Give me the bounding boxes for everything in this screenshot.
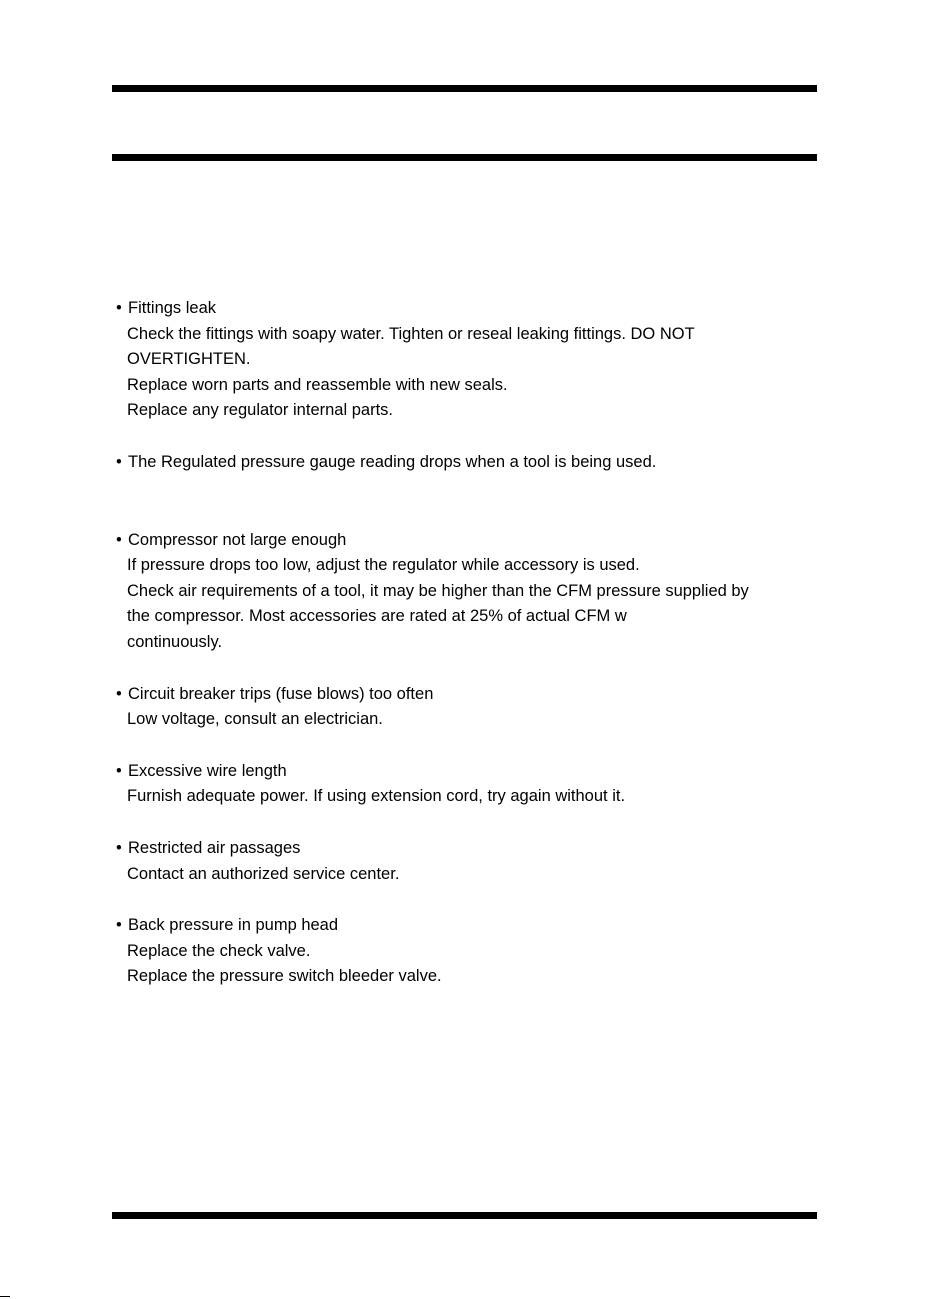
item-heading: • Fittings leak: [116, 296, 896, 322]
item-detail: Furnish adequate power. If using extension cord, try again without it.: [127, 787, 626, 806]
bullet-icon: •: [116, 530, 122, 549]
item-heading: • Restricted air passages: [116, 836, 896, 862]
bullet-icon: •: [116, 299, 122, 317]
item-heading: • Compressor not large enough: [116, 528, 896, 554]
troubleshooting-content: [116, 296, 896, 990]
spacer: [116, 810, 896, 836]
bullet-icon: •: [116, 838, 122, 857]
item-detail: If pressure drops too low, adjust the regulator while accessory is used.: [127, 556, 640, 575]
spacer: [116, 424, 896, 450]
section-back-pressure: [116, 913, 896, 990]
item-detail: Replace worn parts and reassemble with new seals.: [127, 375, 508, 394]
bullet-icon: •: [116, 452, 122, 471]
footer-rule: [112, 1212, 817, 1219]
header-rule-bottom: [112, 154, 817, 161]
section-fittings-leak: [116, 296, 896, 424]
item-detail: Check the fittings with soapy water. Tighten or reseal leaking fittings. DO NOT: [127, 324, 695, 343]
item-detail: Replace the check valve.: [127, 941, 311, 960]
item-heading: • Circuit breaker trips (fuse blows) too often: [116, 682, 896, 708]
item-heading: • Excessive wire length: [116, 759, 896, 785]
item-detail: Check air requirements of a tool, it may be higher than the CFM pressure supplied by: [127, 581, 749, 600]
section-circuit-breaker: [116, 682, 896, 733]
bullet-icon: •: [116, 684, 122, 703]
item-heading: • The Regulated pressure gauge reading drops when a tool is being used.: [116, 450, 896, 476]
item-detail: Low voltage, consult an electrician.: [127, 710, 383, 729]
item-detail: Replace any regulator internal parts.: [127, 401, 393, 420]
item-detail: OVERTIGHTEN.: [127, 350, 251, 369]
section-air-passages: [116, 836, 896, 887]
item-detail: continuously.: [127, 632, 223, 651]
item-detail: Replace the pressure switch bleeder valve.: [127, 967, 442, 986]
section-wire-length: [116, 759, 896, 810]
item-detail: the compressor. Most accessories are rated at 25% of actual CFM w: [127, 607, 627, 626]
bullet-icon: •: [116, 916, 122, 935]
bullet-icon: •: [116, 761, 122, 780]
spacer: [116, 887, 896, 913]
item-detail: Contact an authorized service center.: [127, 864, 400, 883]
spacer: [116, 733, 896, 759]
item-heading: • Back pressure in pump head: [116, 913, 896, 939]
spacer: [116, 476, 896, 528]
section-compressor-size: [116, 528, 896, 656]
section-regulated-pressure: [116, 450, 896, 476]
header-rule-top: [112, 85, 817, 92]
spacer: [116, 656, 896, 682]
corner-mark: [0, 1296, 10, 1297]
